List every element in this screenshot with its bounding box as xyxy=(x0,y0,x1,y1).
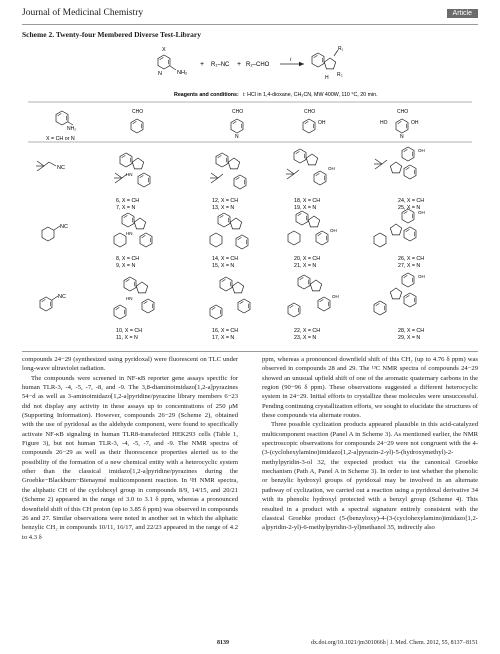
x-definition: X = CH or N xyxy=(46,136,75,142)
journal-title: Journal of Medicinal Chemistry xyxy=(22,8,144,18)
running-header xyxy=(22,8,478,25)
svg-text:OH: OH xyxy=(328,166,335,171)
page-number: 8139 xyxy=(217,640,229,646)
body-paragraph: The compounds were screened in NF-κB reporter gene assays specific for human TLR-3, -4, -5, -7, -8, and -9. The 3,8-diaminoimidazo[1,2-a]pyrazines 54−d as well as 3-aminoimidazo[1,2-a]pyridine/pyrazine library members 6−23 did not display any activity in these assays up to concentrations of 250 μM (Supporting Information). However, compounds 26−29 (Scheme 2), obtained with the use of pyridoxal as the aldehyde component, were found to specifically activate NF-κB signaling in human TLR8-transfected HEK293 cells (Table 1, Figure 3), but not human TLR-3, -4, -5, -7, and -9. The NMR spectra of compounds 26−29 as well as their fluorescence properties alerted us to the possibility of the formation of a new chemical entity with a heterocyclic system other than the classical imidazo[1,2-a]pyridine/pyrazines during the Groebke−Blackburn−Bienaymé multicomponent reaction. In ¹H NMR spectra, the aliphatic CH of the cyclohexyl group in compounds 8/9, 14/15, and 20/21 (Scheme 2) appeared in the range of 3.0 to 3.1 δ ppm, whereas a pronounced downfield shift of this CH proton (up to 3.85 δ ppm) was observed in compounds 26 and 27. Similar observations were noted in another set in which the aliphatic benzylic CH₂ in compounds 10/11, 16/17, and 22/23 appeared in the range of 4.2 to 4.3 δ xyxy=(22,374,238,541)
amine-nh-3: HN xyxy=(126,296,133,301)
compound-label-23: 23, X = N xyxy=(294,335,317,341)
body-column-left xyxy=(22,355,238,542)
compound-label-8: 8, X = CH xyxy=(116,256,140,262)
svg-text:OH: OH xyxy=(418,148,425,153)
oh-label-2: OH xyxy=(411,120,419,126)
amine-label: NH₂ xyxy=(177,70,188,76)
compound-label-14: 14, X = CH xyxy=(212,256,239,262)
body-paragraph: compounds 24−29 (synthesized using pyridoxal) were fluorescent on TLC under long-wave ultraviolet radiation. xyxy=(22,356,238,373)
compound-label-10: 10, X = CH xyxy=(116,328,143,334)
compound-label-16: 16, X = CH xyxy=(212,328,239,334)
compound-label-11: 11, X = N xyxy=(116,335,138,341)
compound-label-24: 24, X = CH xyxy=(398,198,425,204)
conditions-text: i: HCl in 1,4-dioxane, CH₃CN, MW 400W, 110 °C, 20 min. xyxy=(243,92,378,98)
svg-text:OH: OH xyxy=(418,210,425,215)
ho-label: HO xyxy=(380,120,388,126)
aldehyde-reagent: R₂–CHO xyxy=(246,62,270,68)
svg-text:OH: OH xyxy=(418,274,425,279)
aldehyde-label-2: CHO xyxy=(232,109,244,115)
compound-label-28: 28, X = CH xyxy=(398,328,425,334)
svg-text:N: N xyxy=(400,134,404,140)
compound-label-9: 9, X = N xyxy=(116,263,136,269)
svg-text:OH: OH xyxy=(332,294,339,299)
scheme-divider xyxy=(22,351,478,352)
compound-label-15: 15, X = N xyxy=(212,263,235,269)
compound-label-6: 6, X = CH xyxy=(116,198,140,204)
aldehyde-label-4: CHO xyxy=(397,109,409,115)
isocyanide-label-3: NC xyxy=(58,294,66,300)
compound-label-29: 29, X = N xyxy=(398,335,421,341)
compound-label-7: 7, X = N xyxy=(116,205,136,211)
body-column-right xyxy=(262,355,478,533)
amine-nh-2: HN xyxy=(126,231,133,236)
compound-label-26: 26, X = CH xyxy=(398,256,425,262)
body-paragraph: Three possible cyclization products appeared plausible in this acid-catalyzed multicomponent reaction (Panel A in Scheme 3). As mentioned earlier, the NMR spectroscopic observations for compounds 24−29 were not congruent with the 4-(3-(cyclohexylamino)imidazo[1,2-a]pyrazin-2-yl)-5-(hydroxymethyl)-2-methylpyridin-3-ol 32, the expected product via the canonical Groebke mechanism (Path A, Panel A in Scheme 3). In order to test whether the phenolic or benzylic hydroxyl groups of pyridoxal may be involved in an alternate pathway of cyclization, we carried out a reaction using a pyridoxal derivative 34 with its phenolic hydroxyl protected with a benzyl group (Scheme 4). This resulted in a product with a spectral signature entirely consistent with the classical Groebke product (5-(benzyloxy)-4-(3-(cyclohexylamino)imidazo[1,2-a]pyridin-2-yl)-6-methylpyridin-3-yl)methanol 35, indirectly also xyxy=(262,421,478,532)
isocyanide-label-2: NC xyxy=(60,224,68,230)
compound-label-19: 19, X = N xyxy=(294,205,317,211)
compound-label-17: 17, X = N xyxy=(212,335,235,341)
compound-label-25: 25, X = N xyxy=(398,205,421,211)
header-amine-label: NH₂ xyxy=(67,126,77,132)
aldehyde-label-1: CHO xyxy=(132,109,144,115)
scheme-figure xyxy=(22,42,478,348)
n-label: N xyxy=(158,71,162,77)
scheme-caption: Scheme 2. Twenty-four Membered Diverse Test-Library xyxy=(22,30,202,39)
row-tert-butyl xyxy=(36,147,425,211)
isocyanide-reagent: R₁–NC xyxy=(211,62,230,68)
svg-text:OH: OH xyxy=(330,228,337,233)
body-paragraph: ppm, whereas a pronounced downfield shift of this CH₂ (up to 4.76 δ ppm) was observed in compounds 28 and 29. The ¹³C NMR spectra of compounds 24−29 showed an unusual upfield shift of one of the aromatic quaternary carbons in the region (90−96 δ ppm). These observations suggested a different heterocyclic system in 24−29. Initial efforts to crystallize these molecules were unsuccessful. Pending continuing crystallization efforts, we sought to elucidate the structures of these compounds via alternate routes. xyxy=(262,356,478,420)
compound-label-21: 21, X = N xyxy=(294,263,317,269)
page-footer xyxy=(22,640,478,650)
amine-nh-1: HN xyxy=(126,172,133,177)
row-cyclohexyl xyxy=(42,209,425,269)
row-benzyl xyxy=(40,273,425,341)
x-label: X xyxy=(162,47,166,53)
compound-label-27: 27, X = N xyxy=(398,263,421,269)
article-type-badge: Article xyxy=(447,9,478,18)
compound-label-12: 12, X = CH xyxy=(212,198,239,204)
r2-product-label: R₂ xyxy=(337,72,343,78)
r1-product-label: R₁ xyxy=(338,46,344,52)
nh-label: H xyxy=(325,75,329,81)
compound-label-22: 22, X = CH xyxy=(294,328,321,334)
reaction-equation xyxy=(158,46,378,98)
compound-label-18: 18, X = CH xyxy=(294,198,321,204)
grid-header xyxy=(46,109,419,142)
doi-citation[interactable]: dx.doi.org/10.1021/jm301066h | J. Med. Chem. 2012, 55, 8137−8151 xyxy=(311,640,478,646)
isocyanide-label-1: NC xyxy=(57,165,65,171)
compound-label-13: 13, X = N xyxy=(212,205,235,211)
plus-sign-1: + xyxy=(200,61,205,68)
oh-label: OH xyxy=(318,120,326,126)
plus-sign-2: + xyxy=(237,61,242,68)
svg-text:N: N xyxy=(235,134,239,140)
conditions-label: Reagents and conditions: xyxy=(174,92,239,98)
aldehyde-label-3: CHO xyxy=(304,109,316,115)
compound-label-20: 20, X = CH xyxy=(294,256,321,262)
arrow-label: i xyxy=(290,57,292,63)
